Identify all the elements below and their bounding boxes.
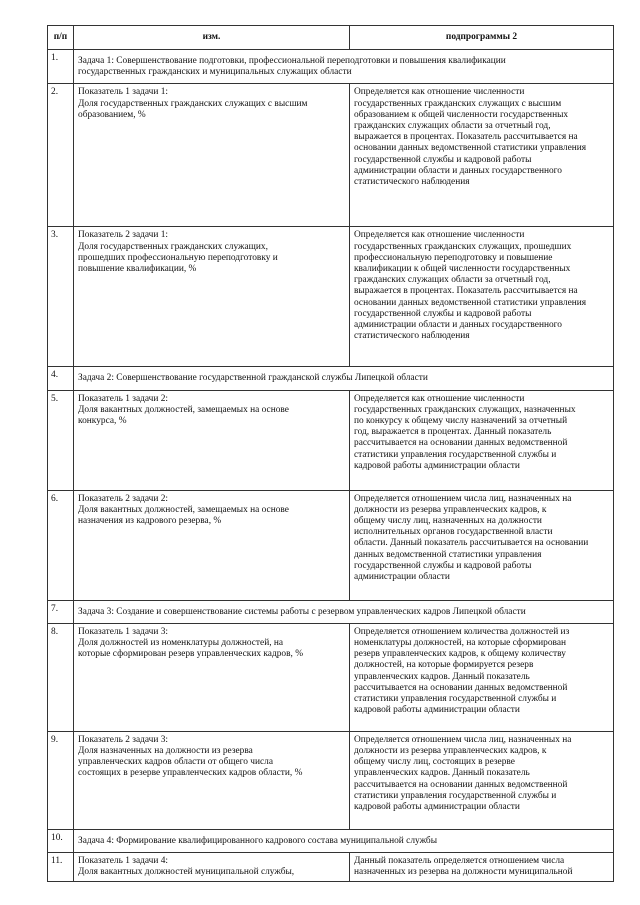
- indicator-label: Показатель 2 задачи 2:: [78, 493, 169, 504]
- row-number: 2.: [48, 84, 74, 227]
- indicator-name: Доля государственных гражданских служащих, прошедших профессиональную переподготовку и повышение квалификации, %: [78, 241, 278, 275]
- table-header-row: [48, 26, 614, 50]
- indicators-table: [47, 25, 614, 882]
- task-title: Задача 1: Совершенствование подготовки, профессиональной переподготовки и повышения квалификации государственных гражданских и муниципальных служащих области: [78, 56, 506, 78]
- table-row-task: [48, 50, 614, 84]
- table-row-indicator: [48, 623, 614, 731]
- table-row-task: [48, 829, 614, 852]
- indicator-label: Показатель 2 задачи 3:: [78, 734, 169, 745]
- row-number: 7.: [48, 600, 74, 623]
- row-number: 3.: [48, 227, 74, 367]
- indicator-description: Определяется как отношение численности государственных гражданских служащих, прошедших профессиональную переподготовку и повышение квалификации к общей численности государственных гражданских служащих области за отчетный год, выражается в процентах. Показатель рассчитывается на основании данных ведомственной статистики управления государственной службы и кадровой работы администрации области и данных государственного статистического наблюдения: [354, 230, 587, 342]
- table-row-indicator: [48, 853, 614, 882]
- indicator-name: Доля назначенных на должности из резерва управленческих кадров области от общего числа состоящих в резерве управленческих кадров области, %: [78, 746, 303, 779]
- indicator-description: Определяется отношением числа лиц, назначенных на должности из резерва управленческих кадров, к общему числу лиц, состоящих в резерве управленческих кадров. Данный показатель рассчитывается на основании данных ведомственной статистики управления государственной службы и кадровой работы администрации области: [354, 734, 572, 813]
- row-number: 4.: [48, 367, 74, 390]
- indicator-label: Показатель 1 задачи 3:: [78, 626, 169, 637]
- indicator-description: Определяется как отношение численности государственных гражданских служащих, назначенных по конкурсу к общему числу назначений за отчетный год, выражается в процентах. Данный показатель рассчитывается на основании данных ведомственной статистики управления государственной службы и кадровой работы администрации области: [354, 393, 576, 471]
- task-title: Задача 3: Создание и совершенствование системы работы с резервом управленческих кадров Липецкой области: [78, 606, 526, 617]
- indicator-label: Показатель 2 задачи 1:: [78, 230, 169, 241]
- table-row-indicator: [48, 84, 614, 227]
- task-title: Задача 2: Совершенствование государственной гражданской службы Липецкой области: [78, 373, 428, 384]
- indicator-name: Доля государственных гражданских служащих с высшим образованием, %: [78, 98, 308, 120]
- indicator-label: Показатель 1 задачи 1:: [78, 87, 169, 98]
- row-number: 11.: [48, 853, 74, 882]
- indicator-description: Определяется отношением числа лиц, назначенных на должности из резерва управленческих кадров, к общему числу лиц, назначенных на должности исполнительных органов государственной власти области. Данный показатель рассчитывается на основании данных ведомственной статистики управления государственной службы и кадровой работы администрации области: [354, 493, 589, 583]
- indicator-description: Определяется отношением количества должностей из номенклатуры должностей, на которые сформирован резерв управленческих кадров, к общему количеству должностей, на которые формируется резерв управленческих кадров. Данный показатель рассчитывается на основании данных ведомственной статистики управления государственной службы и кадровой работы администрации области: [354, 626, 570, 716]
- indicator-name: Доля вакантных должностей, замещаемых на основе назначения из кадрового резерва, %: [78, 504, 289, 527]
- row-number: 9.: [48, 731, 74, 829]
- task-title: Задача 4: Формирование квалифицированного кадрового состава муниципальной службы: [78, 835, 437, 846]
- indicator-description: Определяется как отношение численности государственных гражданских служащих с высшим образованием к общей численности государственных гражданских служащих области за отчетный год, выражается в процентах. Показатель рассчитывается на основании данных ведомственной статистики управления государственной службы и кадровой работы администрации области и данных государственного статистического наблюдения: [354, 87, 587, 188]
- row-number: 1.: [48, 50, 74, 84]
- table-row-indicator: [48, 731, 614, 829]
- indicator-label: Показатель 1 задачи 4:: [78, 856, 169, 867]
- table-row-task: [48, 600, 614, 623]
- indicator-name: Доля вакантных должностей, замещаемых на основе конкурса, %: [78, 404, 289, 427]
- indicator-label: Показатель 1 задачи 2:: [78, 393, 169, 404]
- table-row-indicator: [48, 390, 614, 490]
- indicator-description: Данный показатель определяется отношением числа назначенных из резерва на должности муниципальной: [354, 856, 573, 878]
- row-number: 6.: [48, 490, 74, 600]
- row-number: 8.: [48, 623, 74, 731]
- row-number: 5.: [48, 390, 74, 490]
- table-row-indicator: [48, 227, 614, 367]
- indicator-name: Доля должностей из номенклатуры должностей, на которые сформирован резерв управленческих кадров, %: [78, 638, 304, 660]
- header-number: п/п: [48, 26, 74, 50]
- indicator-name: Доля вакантных должностей муниципальной службы,: [78, 867, 295, 878]
- table-row-indicator: [48, 490, 614, 600]
- header-method: подпрограммы 2: [350, 26, 614, 50]
- header-name: изм.: [74, 26, 350, 50]
- row-number: 10.: [48, 829, 74, 852]
- table-row-task: [48, 367, 614, 390]
